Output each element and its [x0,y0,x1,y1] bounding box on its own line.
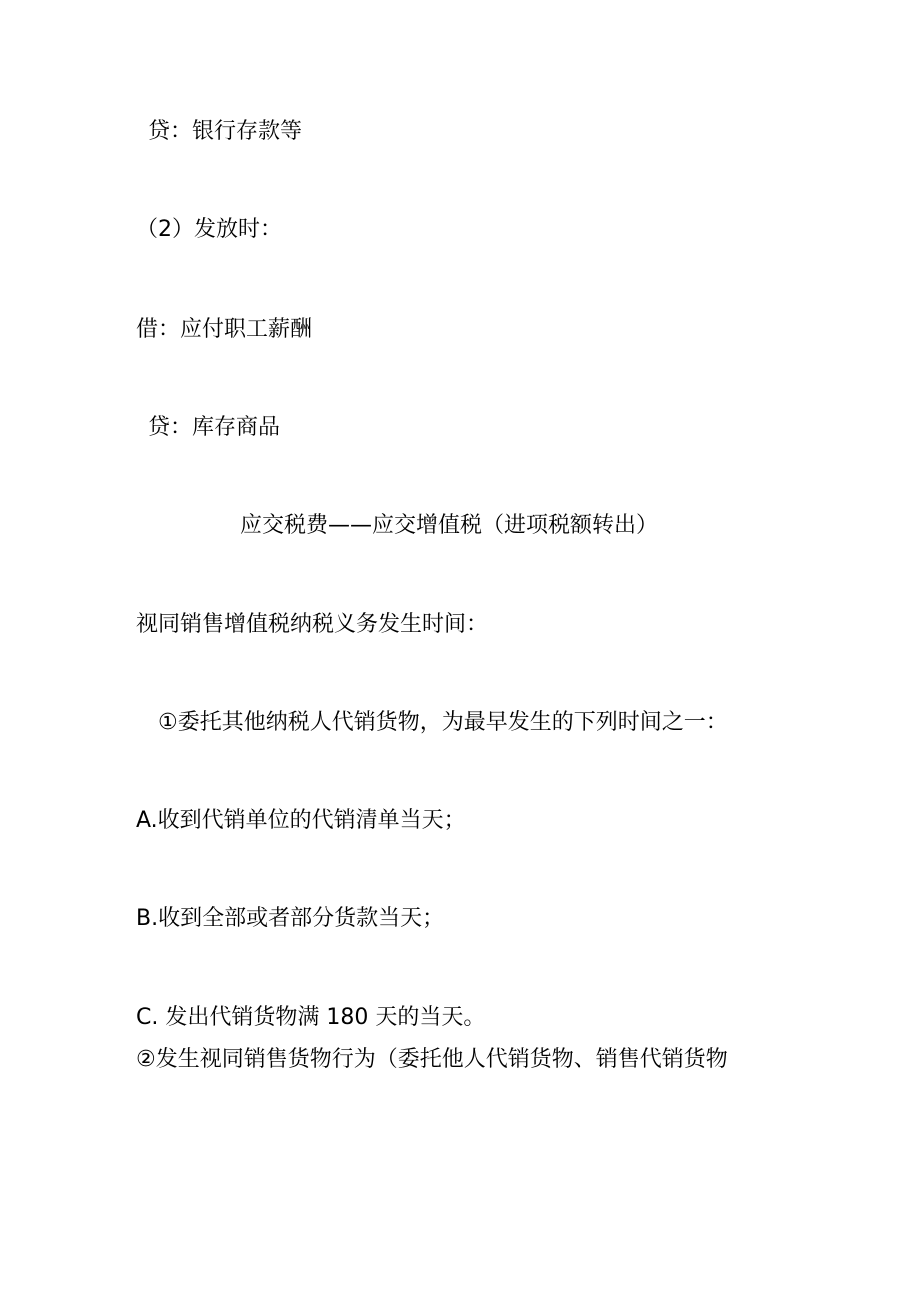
text-line-item-1: ①委托其他纳税人代销货物，为最早发生的下列时间之一： [158,710,728,735]
text-line-deemed-sale-heading: 视同销售增值税纳税义务发生时间： [136,612,489,637]
text-line-option-a: A.收到代销单位的代销清单当天； [136,808,466,833]
text-line-credit-bank-deposit: 贷：银行存款等 [148,119,303,144]
text-line-option-b: B.收到全部或者部分货款当天； [136,906,445,931]
text-line-when-issued: （2）发放时： [136,217,282,242]
text-line-credit-inventory: 贷：库存商品 [148,415,281,440]
text-line-debit-payroll: 借：应付职工薪酬 [136,317,313,342]
text-line-option-c: C. 发出代销货物满 180 天的当天。 [136,1005,486,1030]
text-line-item-2: ②发生视同销售货物行为（委托他人代销货物、销售代销货物 [136,1047,728,1072]
text-line-vat-input-transfer: 应交税费——应交增值税（进项税额转出） [240,513,659,538]
